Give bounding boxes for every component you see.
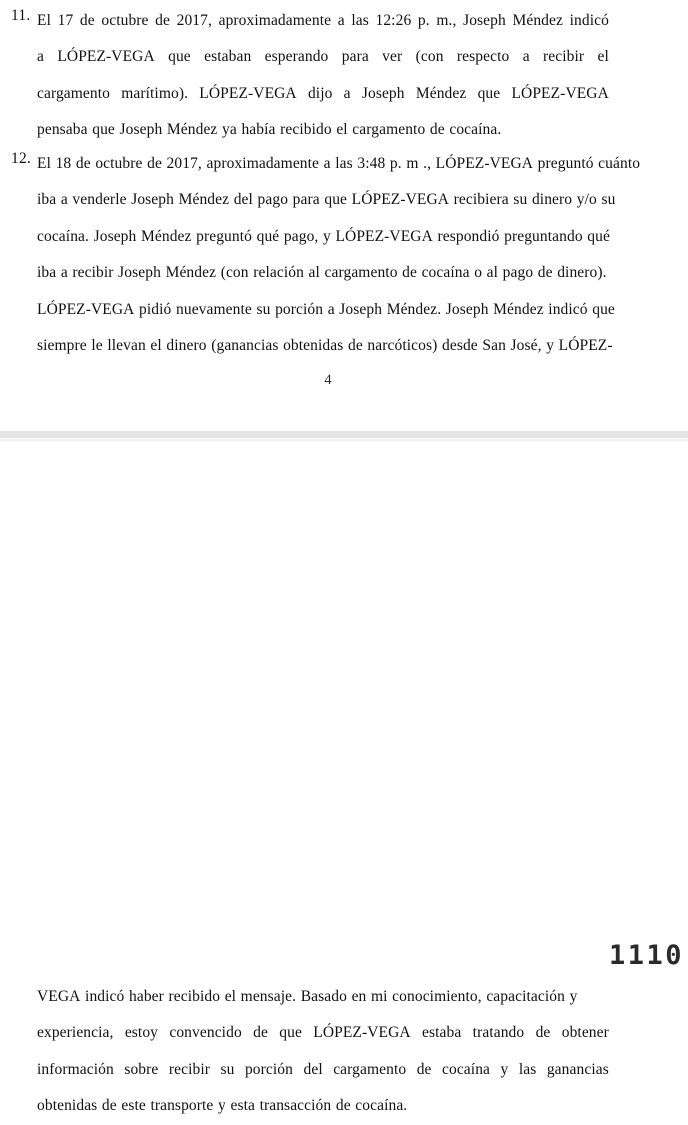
word: a <box>60 264 68 282</box>
word: de <box>416 1060 432 1078</box>
word: Méndez. <box>386 300 442 318</box>
word: y <box>218 1097 226 1115</box>
word: transacción <box>259 1097 332 1115</box>
word: para <box>292 191 320 209</box>
text-line <box>37 219 609 255</box>
word: preguntó <box>196 227 253 245</box>
word: que <box>592 300 615 318</box>
word: su <box>513 191 528 209</box>
word: a <box>37 48 44 66</box>
word: al <box>308 264 320 282</box>
word: cargamento <box>352 121 426 139</box>
word: capacitación <box>486 988 565 1005</box>
word: preguntando <box>504 227 583 245</box>
word: de <box>537 264 553 282</box>
word: convencido <box>169 1024 242 1042</box>
word: Joseph <box>93 227 137 245</box>
word: su <box>601 191 616 209</box>
word: dinero <box>166 336 207 354</box>
paragraph-body <box>37 979 609 1125</box>
word: LÓPEZ- <box>558 336 613 354</box>
word: mi <box>371 988 388 1005</box>
word: desde <box>441 336 478 354</box>
word: de <box>347 336 363 354</box>
word: del <box>303 1060 323 1078</box>
word: qué <box>256 227 280 245</box>
word: le <box>91 336 103 354</box>
text-line <box>37 182 616 218</box>
text-line <box>37 112 609 148</box>
word: LÓPEZ-VEGA <box>351 191 450 209</box>
word: su <box>220 1060 235 1078</box>
word: 12:26 <box>375 12 412 29</box>
word: de <box>155 12 170 29</box>
page-separator-region <box>0 431 688 442</box>
word: LÓPEZ-VEGA <box>37 300 135 318</box>
word: recibir <box>543 48 585 66</box>
word: cocaína. <box>37 227 89 245</box>
word: ganancias <box>546 1060 609 1078</box>
word: indicó <box>548 300 588 318</box>
word: las <box>351 12 369 29</box>
word: Joseph <box>445 300 489 318</box>
word: cargamento <box>333 1060 407 1078</box>
paragraph-number: 12. <box>11 150 31 167</box>
word: porción <box>275 300 324 318</box>
word: y/o <box>576 191 597 209</box>
bates-stamp: 1110 <box>609 940 685 971</box>
word: preguntó <box>537 155 594 172</box>
word: en <box>351 988 367 1005</box>
word: aproximadamente <box>218 12 332 29</box>
word: de <box>402 264 417 282</box>
word: VEGA <box>37 988 81 1005</box>
word: estaban <box>204 48 252 66</box>
word: y <box>323 227 331 245</box>
word: su <box>256 300 271 318</box>
text-line <box>37 1015 609 1051</box>
text-line <box>37 1052 609 1088</box>
word: ver <box>382 48 403 66</box>
paragraph-item-12 <box>11 146 641 364</box>
text-line <box>37 1088 609 1124</box>
word: experiencia, <box>37 1024 114 1042</box>
word: iba <box>37 191 57 209</box>
word: 17 <box>57 12 74 29</box>
paragraph-body <box>37 3 609 149</box>
word: relación <box>253 264 304 282</box>
word: las <box>335 155 353 172</box>
word: LÓPEZ-VEGA <box>313 1024 411 1042</box>
word: porción <box>244 1060 294 1078</box>
word: narcóticos) <box>367 336 438 354</box>
word: Basado <box>300 988 347 1005</box>
word: m., <box>436 12 457 29</box>
word: 18 <box>55 155 72 172</box>
word: Joseph <box>131 191 174 209</box>
word: que <box>279 1024 302 1042</box>
word: que <box>168 48 191 66</box>
word: Joseph <box>339 300 383 318</box>
text-line <box>37 146 641 182</box>
word: recibir <box>168 1060 211 1078</box>
text-line <box>37 328 613 364</box>
word: al <box>486 264 499 282</box>
word: recibido <box>168 988 221 1005</box>
word: pago <box>257 191 289 209</box>
word: y <box>546 336 555 354</box>
document-page-4 <box>0 0 688 431</box>
paragraph-item-11 <box>11 3 609 149</box>
word: cocaína. <box>355 1097 408 1115</box>
word: pidió <box>139 300 172 318</box>
word: LÓPEZ-VEGA <box>511 84 609 102</box>
word: marítimo). <box>121 84 189 102</box>
word: Méndez <box>512 12 563 29</box>
word: (con <box>415 48 444 66</box>
word: p. <box>389 155 402 172</box>
word: indicó <box>569 12 609 29</box>
word: cargamento <box>37 84 111 102</box>
word: obtenidas <box>283 336 344 354</box>
word: p. <box>417 12 430 29</box>
word: había <box>241 121 276 139</box>
word: Joseph <box>463 12 506 29</box>
word: pago, <box>283 227 319 245</box>
word: Méndez <box>140 227 192 245</box>
word: cocaína. <box>449 121 502 139</box>
word: obtener <box>561 1024 609 1042</box>
word: este <box>121 1097 146 1115</box>
word: llevan <box>107 336 146 354</box>
word: sobre <box>124 1060 159 1078</box>
word: el <box>224 988 237 1005</box>
word: y <box>569 988 578 1005</box>
word: LÓPEZ-VEGA <box>199 84 297 102</box>
word: Méndez <box>415 84 467 102</box>
word: Joseph <box>361 84 405 102</box>
word: LÓPEZ-VEGA <box>57 48 155 66</box>
word: (ganancias <box>211 336 279 354</box>
word: para <box>341 48 369 66</box>
word: LÓPEZ-VEGA <box>335 227 433 245</box>
text-line <box>37 292 615 328</box>
word: recibir <box>72 264 114 282</box>
word: cocaína <box>421 264 470 282</box>
word: o <box>474 264 483 282</box>
word: el <box>336 121 348 139</box>
word: respecto <box>456 48 510 66</box>
word: Méndez <box>178 191 230 209</box>
word: de <box>147 155 162 172</box>
word: a <box>327 300 335 318</box>
word: a <box>343 84 351 102</box>
word: el <box>150 336 162 354</box>
word: San <box>482 336 506 354</box>
word: cocaína <box>442 1060 491 1078</box>
word: el <box>597 48 609 66</box>
word: (con <box>220 264 249 282</box>
word: El <box>37 155 51 172</box>
word: cuánto <box>598 155 641 172</box>
word: que <box>324 191 348 209</box>
text-line <box>37 76 609 112</box>
word: octubre <box>101 12 149 29</box>
word: de <box>79 12 95 29</box>
word: El <box>37 12 51 29</box>
word: las <box>518 1060 537 1078</box>
word: indicó <box>85 988 125 1005</box>
word: obtenidas <box>37 1097 98 1115</box>
word: Joseph <box>119 121 163 139</box>
word: a <box>337 12 345 29</box>
word: qué <box>587 227 610 245</box>
word: dijo <box>307 84 333 102</box>
page-separator-band <box>0 431 688 438</box>
word: haber <box>128 988 164 1005</box>
word: de <box>429 121 445 139</box>
word: 2017, <box>166 155 202 172</box>
paragraph-body <box>37 146 641 364</box>
text-line <box>37 979 609 1015</box>
word: Méndez <box>166 121 218 139</box>
paragraph-continuation <box>37 979 609 1125</box>
word: estoy <box>124 1024 159 1042</box>
word: pensaba <box>37 121 88 139</box>
word: m <box>406 155 419 172</box>
word: que <box>92 121 115 139</box>
word: información <box>37 1060 114 1078</box>
word: LÓPEZ-VEGA <box>435 155 534 172</box>
word: del <box>233 191 253 209</box>
word: de <box>535 1024 551 1042</box>
word: Méndez <box>493 300 544 318</box>
word: tratando <box>472 1024 525 1042</box>
word: esperando <box>264 48 329 66</box>
word: de <box>253 1024 268 1042</box>
word: aproximadamente <box>206 155 320 172</box>
word: esta <box>230 1097 255 1115</box>
page-separator-line <box>0 439 688 441</box>
word: siempre <box>37 336 87 354</box>
word: 2017, <box>176 12 212 29</box>
word: recibiera <box>453 191 509 209</box>
text-line <box>37 39 609 75</box>
word: venderle <box>72 191 127 209</box>
word: a <box>60 191 68 209</box>
document-page-next <box>0 442 688 1115</box>
word: recibido <box>280 121 332 139</box>
word: nuevamente <box>176 300 252 318</box>
word: octubre <box>95 155 143 172</box>
word: de <box>75 155 91 172</box>
word: estaba <box>422 1024 462 1042</box>
word: de <box>101 1097 117 1115</box>
word: mensaje. <box>240 988 297 1005</box>
word: conocimiento, <box>392 988 482 1005</box>
word: que <box>477 84 501 102</box>
word: transporte <box>150 1097 214 1115</box>
word: de <box>335 1097 351 1115</box>
word: pago <box>502 264 534 282</box>
word: cargamento <box>324 264 398 282</box>
word: ., <box>423 155 432 172</box>
text-line <box>37 3 609 39</box>
word: José, <box>510 336 542 354</box>
word: Joseph <box>118 264 161 282</box>
word: 3:48 <box>357 155 386 172</box>
word: dinero). <box>557 264 607 282</box>
word: dinero <box>531 191 573 209</box>
page-number: 4 <box>324 372 332 388</box>
word: a <box>323 155 331 172</box>
paragraph-number: 11. <box>11 7 31 24</box>
text-line <box>37 255 609 291</box>
word: y <box>500 1060 509 1078</box>
word: respondió <box>437 227 500 245</box>
word: iba <box>37 264 57 282</box>
word: ya <box>222 121 237 139</box>
word: a <box>522 48 530 66</box>
word: Méndez <box>165 264 217 282</box>
